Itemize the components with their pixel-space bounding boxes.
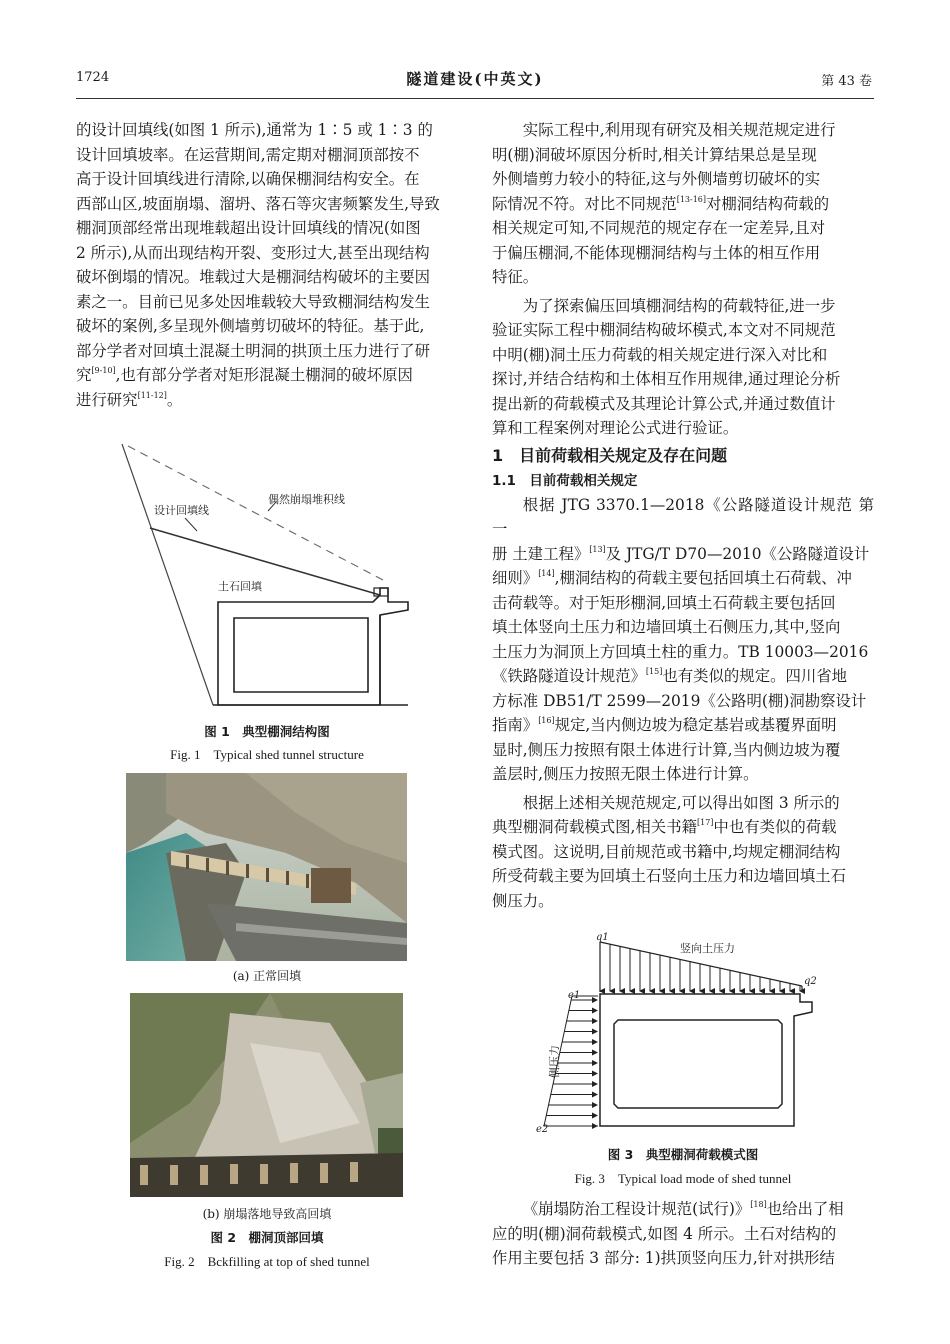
text-line: 根据 JTG 3370.1—2018《公路隧道设计规范 第一 — [492, 495, 874, 538]
text-line: 明(棚)洞破坏原因分析时,相关计算结果总是呈现 — [492, 145, 817, 164]
text-line: 填土体竖向土压力和边墙回填土石侧压力,其中,竖向 — [492, 618, 841, 636]
text-line: 的设计回填线(如图 1 所示),通常为 1∶5 或 1∶3 的 — [76, 121, 433, 139]
text-line: 典型棚洞荷载模式图,相关书籍[17]中也有类似的荷载 — [492, 818, 837, 836]
citation: [13-16] — [676, 194, 707, 204]
figure-2-caption-en: Fig. 2 Bckfilling at top of shed tunnel — [164, 1254, 370, 1269]
right-column-text — [492, 118, 874, 913]
figure-2a-subcaption: (a) 正常回填 — [232, 969, 302, 983]
text-line: 所受荷载主要为回填土石竖向土压力和边墙回填土石 — [492, 867, 846, 885]
text-line: 土压力为洞顶上方回填土柱的重力。TB 10003—2016 — [492, 642, 869, 661]
figure-2b-photo — [130, 993, 403, 1197]
text-line: 破坏倒塌的情况。堆载过大是棚洞结构破坏的主要因 — [76, 268, 430, 286]
left-column-text — [76, 118, 458, 412]
label-backfill: 土石回填 — [218, 580, 262, 593]
text-line: 外侧墙剪力较小的特征,这与外侧墙剪切破坏的实 — [492, 170, 821, 188]
text-line: 破坏的案例,多呈现外侧墙剪切破坏的特征。基于此, — [76, 317, 425, 335]
text-line: 际情况不符。对比不同规范[13-16]对棚洞结构荷载的 — [492, 194, 830, 213]
label-e1: e1 — [568, 990, 581, 1001]
figure-3-caption-cn: 图 3 典型棚洞荷载模式图 — [607, 1147, 759, 1162]
citation: [14] — [538, 569, 555, 578]
text-line: 高于设计回填线进行清除,以确保棚洞结构安全。在 — [76, 170, 420, 188]
label-design-line: 设计回填线 — [154, 504, 209, 517]
label-q2: q2 — [804, 976, 817, 987]
volume-label: 第 43 卷 — [821, 74, 872, 89]
text-line: 西部山区,坡面崩塌、溜坍、落石等灾害频繁发生,导致 — [76, 194, 440, 213]
text-line: 棚洞顶部经常出现堆载超出设计回填线的情况(如图 — [76, 219, 421, 237]
page-number: 1724 — [76, 70, 110, 85]
text-line: 中明(棚)洞土压力荷载的相关规定进行深入对比和 — [492, 345, 828, 364]
figure-2a-photo — [126, 773, 407, 961]
citation: [11-12] — [137, 390, 167, 400]
figure-3-caption-en: Fig. 3 Typical load mode of shed tunnel — [574, 1171, 792, 1186]
text-line: 为了探索偏压回填棚洞结构的荷载特征,进一步 — [522, 296, 836, 315]
text-line: 于偏压棚洞,不能体现棚洞结构与土体的相互作用 — [492, 243, 821, 262]
figure-2b-subcaption: (b) 崩塌落地导致高回填 — [202, 1207, 332, 1221]
label-collapse-line: 偶然崩塌堆积线 — [268, 493, 345, 506]
citation: [17] — [696, 818, 714, 827]
figure-1-caption-cn: 图 1 典型棚洞结构图 — [204, 724, 330, 739]
text-line: 进行研究[11-12]。 — [76, 390, 183, 409]
section-heading-1-1: 1.1 目前荷载相关规定 — [492, 472, 638, 489]
figure-1-diagram — [118, 440, 438, 720]
header-rule — [76, 98, 874, 99]
label-e2: e2 — [536, 1124, 549, 1135]
text-line: 2 所示),从而出现结构开裂、变形过大,甚至出现结构 — [76, 243, 430, 262]
citation: [16] — [538, 716, 555, 725]
text-line: 模式图。这说明,目前规范或书籍中,均规定棚洞结构 — [492, 842, 841, 861]
text-line: 《崩塌防治工程设计规范(试行)》[18]也给出了相 — [522, 1200, 844, 1218]
label-lateral-pressure: 侧压力 — [548, 1045, 561, 1078]
label-q1: q1 — [596, 932, 609, 943]
text-line: 侧压力。 — [492, 891, 554, 910]
citation: [9-10] — [91, 366, 116, 375]
section-heading-1: 1 目前荷载相关规定及存在问题 — [492, 445, 728, 465]
citation: [18] — [750, 1200, 767, 1209]
citation: [15] — [645, 667, 663, 676]
text-line: 盖层时,侧压力按照无限土体进行计算。 — [492, 765, 759, 783]
right-column-bottom-text — [492, 1197, 874, 1271]
label-vertical-pressure: 竖向土压力 — [680, 942, 735, 955]
text-line: 提出新的荷载模式及其理论计算公式,并通过数值计 — [492, 394, 836, 413]
text-line: 相关规定可知,不同规范的规定存在一定差异,且对 — [492, 219, 825, 237]
text-line: 根据上述相关规范规定,可以得出如图 3 所示的 — [522, 793, 840, 812]
text-line: 指南》[16]规定,当内侧边坡为稳定基岩或基覆界面明 — [492, 716, 837, 734]
text-line: 细则》[14],棚洞结构的荷载主要包括回填土石荷载、冲 — [492, 569, 852, 587]
figure-1-caption-en: Fig. 1 Typical shed tunnel structure — [170, 747, 364, 762]
text-line: 部分学者对回填土混凝土明洞的拱顶土压力进行了研 — [76, 341, 430, 360]
text-line: 实际工程中,利用现有研究及相关规范规定进行 — [522, 121, 836, 139]
text-line: 《铁路隧道设计规范》[15]也有类似的规定。四川省地 — [492, 667, 848, 685]
text-line: 方标准 DB51/T 2599—2019《公路明(棚)洞勘察设计 — [492, 691, 867, 710]
text-line: 素之一。目前已见多处因堆载较大导致棚洞结构发生 — [76, 292, 430, 311]
text-line: 显时,侧压力按照有限土体进行计算,当内侧边坡为覆 — [492, 740, 841, 759]
text-line: 究[9-10],也有部分学者对矩形混凝土棚洞的破坏原因 — [76, 366, 413, 384]
text-line: 特征。 — [492, 268, 539, 286]
text-line: 算和工程案例对理论公式进行验证。 — [492, 419, 739, 437]
journal-title: 隧道建设(中英文) — [406, 70, 544, 88]
text-line: 作用主要包括 3 部分: 1)拱顶竖向压力,针对拱形结 — [492, 1249, 835, 1267]
text-line: 设计回填坡率。在运营期间,需定期对棚洞顶部按不 — [76, 145, 420, 164]
text-line: 击荷载等。对于矩形棚洞,回填土石荷载主要包括回 — [492, 593, 836, 612]
text-line: 探讨,并结合结构和土体相互作用规律,通过理论分析 — [492, 370, 841, 388]
figure-2-caption-cn: 图 2 棚洞顶部回填 — [210, 1230, 324, 1245]
text-line: 应的明(棚)洞荷载模式,如图 4 所示。土石对结构的 — [492, 1224, 837, 1243]
citation: [13] — [589, 544, 606, 554]
text-line: 验证实际工程中棚洞结构破坏模式,本文对不同规范 — [492, 321, 836, 339]
text-line: 册 土建工程》[13]及 JTG/T D70—2010《公路隧道设计 — [492, 544, 870, 563]
figure-3-diagram — [532, 928, 832, 1138]
